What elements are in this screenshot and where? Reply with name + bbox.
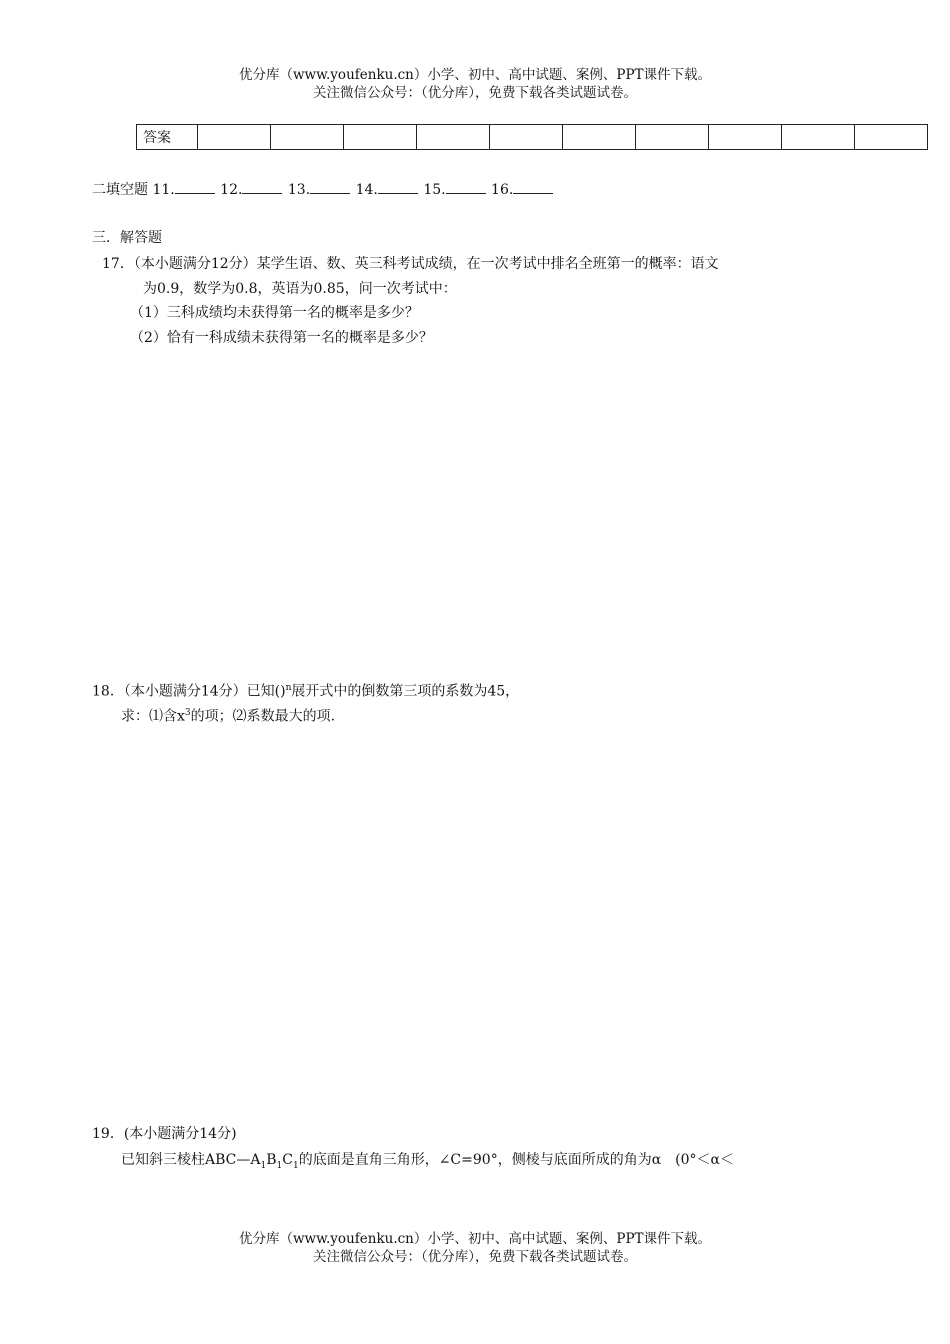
blank-line (446, 179, 486, 194)
q19-text-c: C (282, 1152, 293, 1168)
answer-cell-6 (563, 125, 636, 150)
fill-in-item-11: 11. (152, 182, 175, 198)
q18-exponent-n: n (285, 683, 292, 693)
header-line-2: 关注微信公众号：（优分库），免费下载各类试题试卷。 (313, 85, 637, 101)
section-3-title: 三．解答题 (92, 230, 162, 246)
q19-sub-2: 1 (276, 1160, 283, 1171)
q19-text-b: B (266, 1152, 277, 1168)
q18-exponent-3: 3 (184, 708, 191, 718)
q18-line-1-pre: 18．（本小题满分14分）已知() (92, 683, 286, 700)
fill-in-title: 二填空题 (92, 182, 148, 198)
blank-line (175, 179, 215, 194)
q17-line-1: 17．（本小题满分12分）某学生语、数、英三科考试成绩，在一次考试中排名全班第一的概率：语文 (102, 256, 719, 272)
answer-cell-3 (344, 125, 417, 150)
q17-line-2: 为0.9，数学为0.8，英语为0.85，问一次考试中： (143, 281, 457, 297)
q18-line-1-post: 展开式中的倒数第三项的系数为45， (291, 683, 520, 700)
answer-label: 答案 (137, 125, 198, 150)
answer-cell-4 (417, 125, 490, 150)
q19-sub-3: 1 (292, 1160, 299, 1171)
fill-in-item-14: 14. (355, 182, 378, 198)
q19-text-a: 已知斜三棱柱ABC—A (121, 1152, 261, 1168)
answer-cell-2 (271, 125, 344, 150)
answer-cell-1 (198, 125, 271, 150)
q19-sub-1: 1 (260, 1160, 267, 1171)
blank-line (513, 179, 553, 194)
answer-cell-10 (855, 125, 928, 150)
q18-line-2-pre: 求：⑴含x (121, 708, 185, 725)
fill-in-item-16: 16. (491, 182, 514, 198)
blank-line (310, 179, 350, 194)
page-footer (0, 1230, 950, 1266)
footer-line-1: 优分库（www.youfenku.cn）小学、初中、高中试题、案例、PPT课件下载。 (238, 1231, 712, 1247)
blank-line (242, 179, 282, 194)
answer-cell-7 (636, 125, 709, 150)
q19-line-2 (121, 1150, 734, 1176)
answer-cell-5 (490, 125, 563, 150)
q17-part-1: （1）三科成绩均未获得第一名的概率是多少？ (130, 305, 419, 321)
fill-in-item-15: 15. (423, 182, 446, 198)
q18-line-2 (121, 703, 335, 727)
q18-line-1 (92, 678, 519, 702)
blank-line (378, 179, 418, 194)
q19-line-1: 19．(本小题满分14分) (92, 1126, 237, 1142)
fill-in-item-13: 13. (287, 182, 311, 198)
answer-table (136, 124, 928, 150)
footer-line-2: 关注微信公众号：（优分库），免费下载各类试题试卷。 (313, 1249, 637, 1265)
fill-in-section (92, 179, 554, 200)
fill-in-item-12: 12. (220, 182, 243, 198)
q19-text-d: 的底面是直角三角形，∠C=90°，侧棱与底面所成的角为α (0°＜α＜ (298, 1152, 734, 1168)
answer-cell-9 (782, 125, 855, 150)
q18-line-2-post: 的项；⑵系数最大的项. (190, 708, 336, 725)
page-header (0, 66, 950, 102)
answer-row (137, 125, 928, 150)
q17-part-2: （2）恰有一科成绩未获得第一名的概率是多少？ (130, 330, 433, 346)
header-line-1: 优分库（www.youfenku.cn）小学、初中、高中试题、案例、PPT课件下载。 (238, 67, 712, 83)
answer-cell-8 (709, 125, 782, 150)
